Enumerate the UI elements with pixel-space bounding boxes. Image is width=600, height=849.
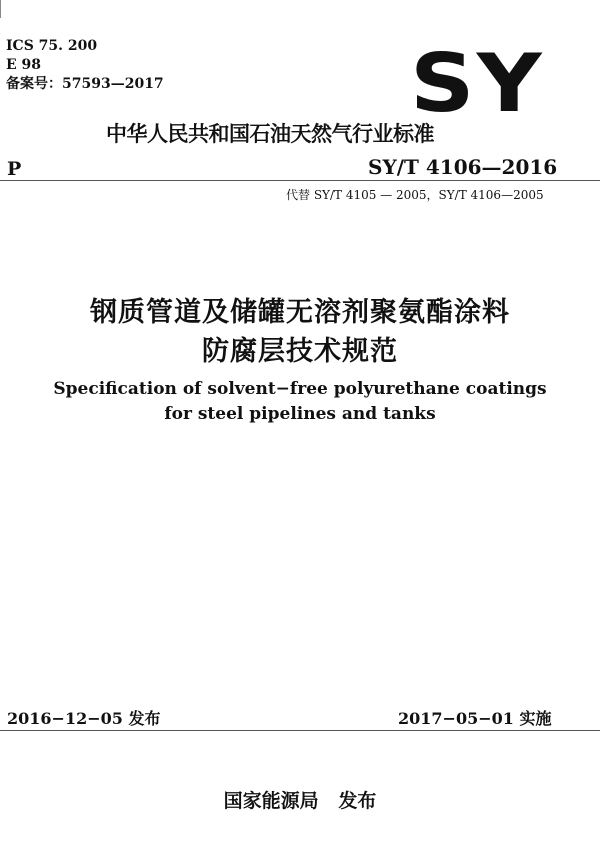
title-cn-line2: 防腐层技术规范 [202,336,398,367]
standard-number: SY/T 4106—2016 [368,155,558,179]
record-number: 备案号：57593—2017 [6,76,164,92]
category-code: E 98 [6,57,42,73]
title-cn-line1: 钢质管道及储罐无溶剂聚氨酯涂料 [90,297,510,328]
organization-title: 中华人民共和国石油天然气行业标准 [106,122,434,146]
title-en-line1: Specification of solvent−free polyurethane coatings [53,379,547,399]
class-letter: P [7,158,22,180]
header-divider [0,180,600,181]
replaces-note: 代替 SY/T 4105 — 2005，SY/T 4106—2005 [286,188,544,202]
sy-logo: SY [410,37,544,130]
classification-block [6,38,164,95]
effective-date: 2017−05−01 实施 [398,709,552,728]
title-en-line2: for steel pipelines and tanks [164,404,436,424]
footer-divider [0,730,600,731]
scan-mark [0,0,1,18]
ics-code: ICS 75. 200 [6,38,98,54]
issuer: 国家能源局 发布 [223,790,377,812]
issue-date: 2016−12−05 发布 [7,709,161,728]
